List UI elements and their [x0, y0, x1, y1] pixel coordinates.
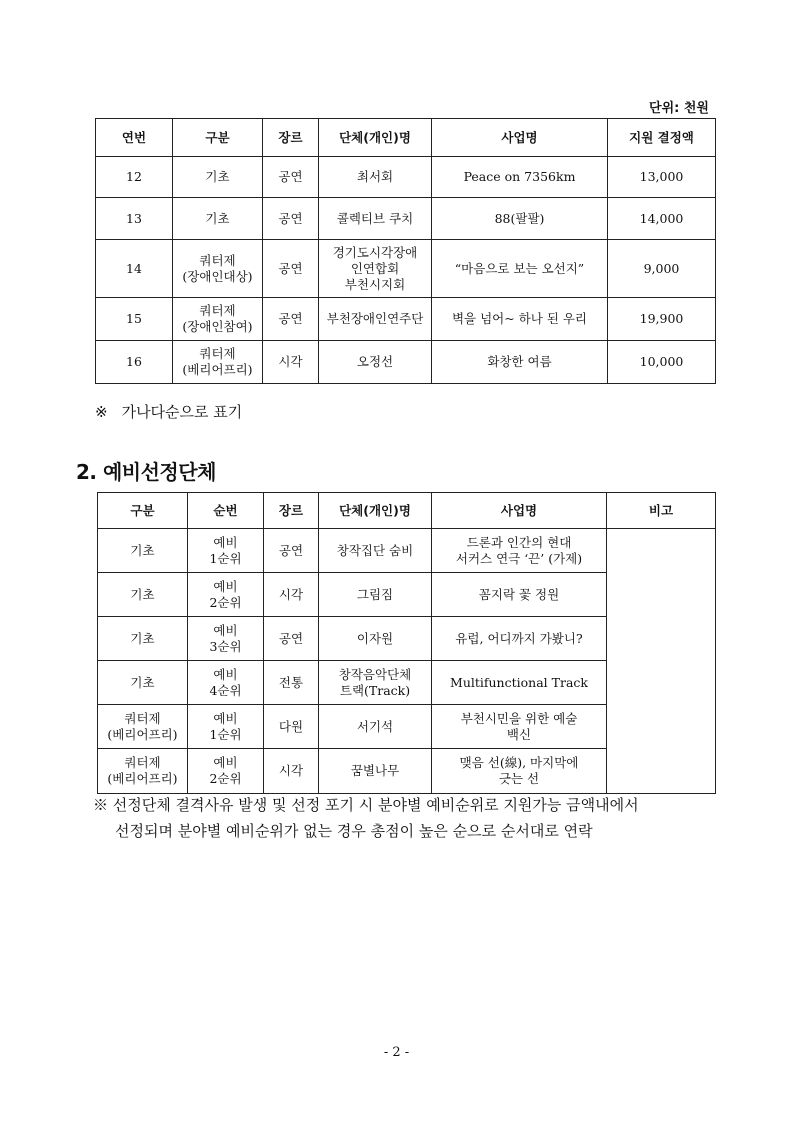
cell-project-line: 부천시민을 위한 예술	[460, 710, 578, 726]
ordering-note	[95, 401, 242, 422]
cell-genre: 공연	[263, 298, 319, 341]
cell-category-line: (베리어프리)	[107, 771, 178, 786]
cell-org-line: 부천시지회	[344, 276, 406, 292]
cell-project	[432, 529, 607, 573]
cell-org-line: 창작음악단체	[338, 666, 412, 682]
reserve-orgs-table	[97, 492, 716, 794]
table-row	[96, 298, 716, 341]
cell-rank	[188, 573, 264, 617]
unit-label: 단위: 천원	[649, 101, 709, 116]
cell-rank-line: 예비	[213, 534, 238, 550]
cell-rank-line: 1순위	[209, 550, 242, 566]
table-row	[98, 529, 716, 573]
cell-org-line: 그림짐	[356, 586, 394, 602]
cell-org-line: 최서회	[356, 169, 394, 184]
cell-org	[319, 157, 432, 198]
cell-category-line: 기초	[130, 630, 155, 646]
cell-genre: 공연	[263, 240, 319, 298]
cell-org-line: 트랙(Track)	[339, 682, 411, 698]
cell-org-line: 콜렉티브 쿠치	[336, 210, 414, 226]
table-row	[96, 157, 716, 198]
cell-rank	[188, 529, 264, 573]
col-header-project: 사업명	[432, 493, 607, 529]
note-line-2: 선정되며 분야별 예비순위가 없는 경우 총점이 높은 순으로 순서대로 연락	[115, 822, 593, 840]
cell-genre: 공연	[263, 157, 319, 198]
cell-rank-line: 2순위	[209, 594, 242, 610]
col-header-no: 연번	[96, 119, 173, 157]
cell-rank-line: 예비	[213, 578, 238, 594]
cell-rank-line: 3순위	[209, 638, 242, 654]
cell-rank-line: 2순위	[209, 771, 242, 786]
cell-org-line: 이자원	[356, 630, 394, 646]
cell-amount: 14,000	[608, 198, 716, 240]
col-header-org: 단체(개인)명	[319, 119, 432, 157]
cell-org	[319, 573, 432, 617]
cell-category	[173, 298, 263, 341]
col-header-remarks: 비고	[607, 493, 716, 529]
cell-category	[98, 529, 188, 573]
cell-org-line: 꿈별나무	[350, 763, 400, 778]
cell-category	[173, 198, 263, 240]
cell-org-line: 부천장애인연주단	[326, 311, 424, 326]
cell-category-line: (베리어프리)	[182, 362, 253, 377]
cell-project-line: 벽을 넘어~ 하나 된 우리	[451, 311, 588, 326]
cell-project-line: Multifunctional Track	[450, 674, 588, 690]
cell-org-line: 경기도시각장애	[332, 244, 418, 260]
cell-category-line: (베리어프리)	[107, 726, 178, 742]
cell-no: 14	[96, 240, 173, 298]
cell-category	[98, 573, 188, 617]
cell-project-line: 88(팔팔)	[494, 210, 545, 226]
cell-org	[319, 198, 432, 240]
cell-project	[432, 341, 608, 384]
cell-category-line: 기초	[130, 674, 155, 690]
cell-project-line: 맺음 선(線), 마지막에	[459, 755, 579, 770]
cell-rank	[188, 705, 264, 749]
cell-category	[98, 749, 188, 794]
cell-category	[98, 705, 188, 749]
table-row	[96, 198, 716, 240]
cell-rank	[188, 617, 264, 661]
cell-project	[432, 661, 607, 705]
note-line-1: ※ 선정단체 결격사유 발생 및 선정 포기 시 분야별 예비순위로 지원가능 금액내에서	[93, 796, 639, 814]
cell-project-line: 드론과 인간의 현대	[466, 534, 572, 550]
cell-category	[173, 240, 263, 298]
col-header-genre: 장르	[264, 493, 319, 529]
col-header-category: 구분	[98, 493, 188, 529]
cell-project-line: 꼼지락 꽃 정원	[478, 586, 560, 602]
cell-category-line: 쿼터제	[124, 755, 161, 770]
selection-note	[93, 792, 733, 844]
cell-category-line: (장애인대상)	[182, 268, 253, 284]
section-title: 2. 예비선정단체	[76, 460, 216, 484]
cell-project-line: 서커스 연극 ‘끈’ (가제)	[455, 550, 583, 566]
cell-org	[319, 529, 432, 573]
cell-rank-line: 예비	[213, 755, 238, 770]
cell-project	[432, 298, 608, 341]
cell-project	[432, 749, 607, 794]
cell-category-line: 쿼터제	[199, 346, 236, 361]
cell-no: 15	[96, 298, 173, 341]
cell-category	[173, 157, 263, 198]
col-header-rank: 순번	[188, 493, 264, 529]
cell-rank-line: 4순위	[209, 682, 242, 698]
cell-project-line: 화창한 여름	[487, 354, 552, 369]
note-mark: ※	[95, 403, 108, 421]
cell-project-line: Peace on 7356km	[463, 169, 576, 184]
cell-org	[319, 240, 432, 298]
cell-genre: 다원	[264, 705, 319, 749]
cell-genre: 시각	[264, 749, 319, 794]
cell-remarks	[607, 529, 716, 794]
cell-project-line: 백신	[506, 726, 532, 742]
cell-category-line: 기초	[205, 169, 230, 184]
cell-org-line: 서기석	[356, 718, 394, 734]
cell-genre: 공연	[263, 198, 319, 240]
cell-project	[432, 157, 608, 198]
cell-org	[319, 705, 432, 749]
cell-amount: 10,000	[608, 341, 716, 384]
cell-rank-line: 예비	[213, 710, 238, 726]
selected-orgs-table	[95, 118, 716, 384]
col-header-org: 단체(개인)명	[319, 493, 432, 529]
cell-project	[432, 705, 607, 749]
cell-project	[432, 617, 607, 661]
cell-rank	[188, 749, 264, 794]
page-number: - 2 -	[383, 1045, 410, 1060]
cell-category-line: (장애인참여)	[182, 319, 253, 334]
cell-category-line: 쿼터제	[199, 303, 236, 318]
cell-project	[432, 240, 608, 298]
cell-org-line: 창작집단 숨비	[336, 542, 414, 558]
cell-no: 13	[96, 198, 173, 240]
cell-category-line: 기초	[205, 210, 230, 226]
cell-genre: 전통	[264, 661, 319, 705]
cell-project-line: 유럽, 어디까지 가봤니?	[455, 630, 583, 646]
cell-project-line: “마음으로 보는 오선지”	[454, 260, 585, 276]
col-header-genre: 장르	[263, 119, 319, 157]
cell-org	[319, 661, 432, 705]
cell-rank-line: 예비	[213, 666, 238, 682]
cell-project-line: 긋는 선	[498, 771, 540, 786]
cell-genre: 시각	[264, 573, 319, 617]
cell-genre: 공연	[264, 529, 319, 573]
cell-category-line: 기초	[130, 542, 155, 558]
note-text: 가나다순으로 표기	[121, 403, 243, 421]
cell-amount: 19,900	[608, 298, 716, 341]
cell-org-line: 오정선	[356, 354, 394, 369]
cell-genre: 공연	[264, 617, 319, 661]
cell-org	[319, 341, 432, 384]
cell-project	[432, 573, 607, 617]
table2-header-row	[98, 493, 716, 529]
cell-amount: 9,000	[608, 240, 716, 298]
cell-amount: 13,000	[608, 157, 716, 198]
cell-category-line: 쿼터제	[124, 710, 161, 726]
cell-org-line: 인연합회	[350, 260, 400, 276]
cell-rank-line: 1순위	[209, 726, 242, 742]
col-header-category: 구분	[173, 119, 263, 157]
table1-header-row	[96, 119, 716, 157]
cell-category-line: 쿼터제	[199, 252, 236, 268]
cell-category	[98, 617, 188, 661]
cell-category	[173, 341, 263, 384]
cell-rank	[188, 661, 264, 705]
table-row	[96, 240, 716, 298]
table-row	[96, 341, 716, 384]
cell-rank-line: 예비	[213, 622, 238, 638]
cell-category-line: 기초	[130, 586, 155, 602]
cell-org	[319, 749, 432, 794]
cell-category	[98, 661, 188, 705]
col-header-amount: 지원 결정액	[608, 119, 716, 157]
cell-no: 12	[96, 157, 173, 198]
cell-project	[432, 198, 608, 240]
cell-no: 16	[96, 341, 173, 384]
cell-org	[319, 298, 432, 341]
cell-genre: 시각	[263, 341, 319, 384]
cell-org	[319, 617, 432, 661]
col-header-project: 사업명	[432, 119, 608, 157]
